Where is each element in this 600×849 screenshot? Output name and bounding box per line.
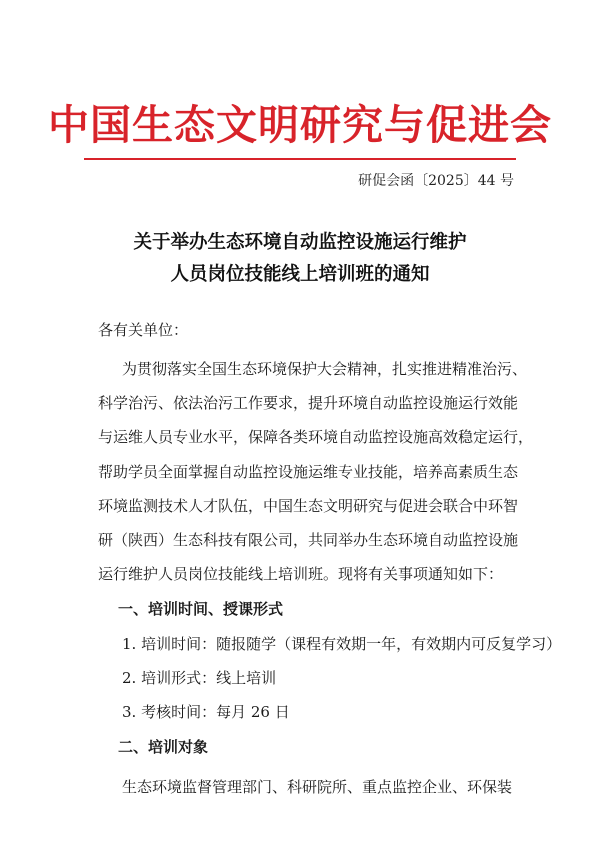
body-line-3: 与运维人员专业水平，保障各类环境自动监控设施高效稳定运行， <box>98 428 534 446</box>
document-title-line-1: 关于举办生态环境自动监控设施运行维护 <box>133 232 467 253</box>
body-line-1: 为贯彻落实全国生态环境保护大会精神，扎实推进精准治污、 <box>122 360 528 378</box>
body-line-7: 运行维护人员岗位技能线上培训班。现将有关事项通知如下： <box>98 565 504 583</box>
letterhead-red-rule <box>84 158 516 160</box>
body-line-4: 帮助学员全面掌握自动监控设施运维专业技能，培养高素质生态 <box>98 463 519 481</box>
body-line-5: 环境监测技术人才队伍，中国生态文明研究与促进会联合中环智 <box>98 497 519 515</box>
document-title-line-2: 人员岗位技能线上培训班的通知 <box>170 264 430 285</box>
body-line-2: 科学治污、依法治污工作要求，提升环境自动监控设施运行效能 <box>98 394 519 412</box>
section1-item-2: 2. 培训形式：线上培训 <box>122 669 277 687</box>
section1-item-3: 3. 考核时间：每月 26 日 <box>122 703 290 721</box>
section1-item-1: 1. 培训时间：随报随学（课程有效期一年，有效期内可反复学习） <box>122 635 562 653</box>
body-line-6: 研（陕西）生态科技有限公司，共同举办生态环境自动监控设施 <box>98 531 519 549</box>
section-heading-1: 一、培训时间、授课形式 <box>118 600 284 618</box>
salutation: 各有关单位： <box>98 321 189 339</box>
letterhead-org-name: 中国生态文明研究与促进会 <box>48 101 552 149</box>
document-number: 研促会函〔2025〕44 号 <box>358 173 514 189</box>
section2-text: 生态环境监督管理部门、科研院所、重点监控企业、环保装 <box>122 778 513 796</box>
section-heading-2: 二、培训对象 <box>118 738 209 756</box>
